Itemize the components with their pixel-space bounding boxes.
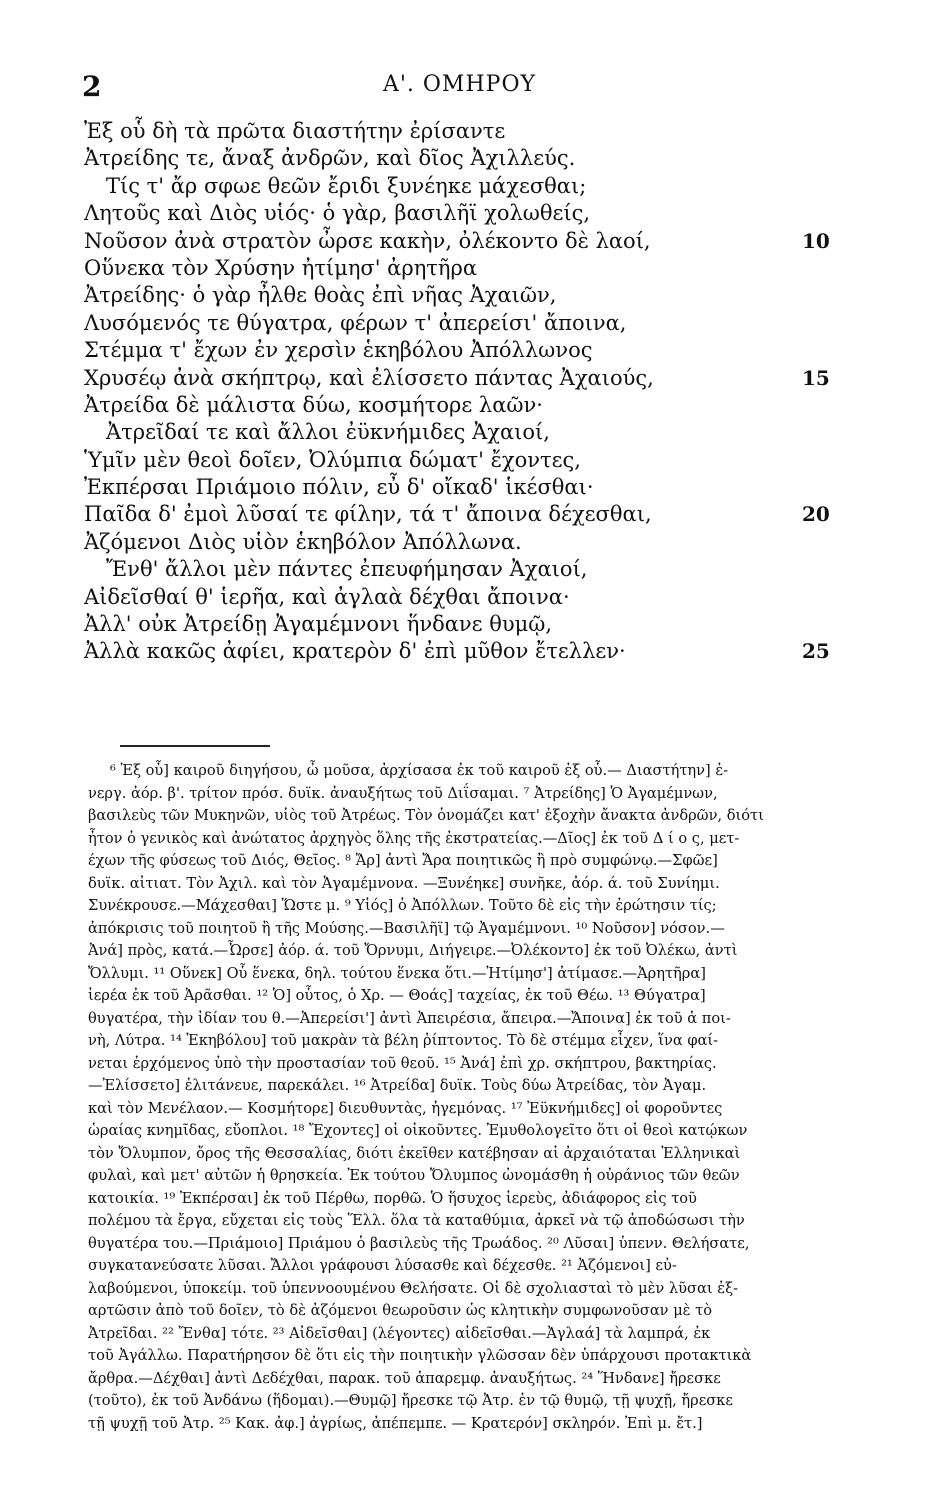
verse-line [84, 638, 844, 665]
footnote-line: Συνέκρουσε.—Μάχεσθαι] Ὥστε μ. ⁹ Υἱός] ὁ Ἀπόλλων. Τοῦτο δὲ εἰς τὴν ἐρώτησιν τίς; [88, 897, 717, 914]
verse-text: Οὕνεκα τὸν Χρύσην ἠτίμησ' ἀρητῆρα [84, 255, 478, 280]
footnote-line: πολέμου τὰ ἔργα, εὔχεται εἰς τοὺς Ἕλλ. ὅλα τὰ καταθύμια, ἀρκεῖ νὰ τῷ ἀποδώσωσι τὴν [88, 1212, 745, 1229]
verse-text: Ἀτρείδα δὲ μάλιστα δύω, κοσμήτορε λαῶν· [84, 392, 543, 417]
footnote-line: (τοῦτο), ἐκ τοῦ Ἀνδάνω (ἥδομαι).—Θυμῷ] ἤρεσκε τῷ Ἀτρ. ἐν τῷ θυμῷ, τῇ ψυχῇ, ἤρεσκε [88, 1392, 733, 1409]
verse-text: Χρυσέῳ ἀνὰ σκήπτρῳ, καὶ ἐλίσσετο πάντας Ἀχαιούς, [84, 365, 654, 390]
footnote-line: έχων τῆς φύσεως τοῦ Διός, Θεῖος. ⁸ Ἄρ] ἀντὶ Ἄρα ποιητικῶς ἢ πρὸ συμφώνῳ.—Σφῶε] [88, 852, 718, 869]
verse-line [84, 501, 844, 528]
line-number: 15 [802, 365, 830, 390]
footnote-line: Ὄλλυμι. ¹¹ Οὕνεκ] Οὗ ἕνεκα, δηλ. τούτου ἕνεκα ὅτι.—Ἠτίμησ'] ἀτίμασε.—Ἀρητῆρα] [88, 964, 706, 982]
verse-line [84, 173, 844, 200]
verse-block [84, 118, 844, 666]
footnote-line: τῇ ψυχῇ τοῦ Ἀτρ. ²⁵ Κακ. ἀφ.] ἀγρίως, ἀπέπεμπε. — Κρατερόν] σκληρόν. Ἐπὶ μ. ἔτ.] [88, 1414, 703, 1432]
footnote-line: ⁶ Ἐξ οὗ] καιροῦ διηγήσου, ὦ μοῦσα, ἀρχίσασα ἐκ τοῦ καιροῦ ἐξ οὗ.— Διαστήτην] ἐ- [110, 762, 729, 779]
verse-text: Ἐξ οὗ δὴ τὰ πρῶτα διαστήτην ἐρίσαντε [84, 119, 506, 143]
verse-text: Παῖδα δ' ἐμοὶ λῦσαί τε φίλην, τά τ' ἄποινα δέχεσθαι, [84, 502, 652, 527]
verse-text: Νοῦσον ἀνὰ στρατὸν ὦρσε κακὴν, ὀλέκοντο δὲ λαοί, [84, 228, 651, 253]
verse-line [84, 118, 844, 145]
page-number: 2 [82, 70, 102, 103]
footnote-line: ἄρθρα.—Δέχθαι] ἀντὶ Δεδέχθαι, παρακ. τοῦ ἀπαρεμφ. ἀναυξήτως. ²⁴ Ἥνδανε] ἤρεσκε [88, 1369, 721, 1387]
footnote-line: Ἀνά] πρὸς, κατά.—Ὦρσε] ἀόρ. ά. τοῦ Ὄρνυμι, Διήγειρε.—Ὀλέκοντο] ἐκ τοῦ Ὀλέκω, ἀντὶ [88, 942, 738, 959]
verse-line [84, 584, 844, 611]
verse-text: Ἀλλ' οὐκ Ἀτρείδῃ Ἀγαμέμνονι ἥνδανε θυμῷ, [84, 612, 553, 637]
verse-text: Ἔνθ' ἄλλοι μὲν πάντες ἐπευφήμησαν Ἀχαιοί, [106, 557, 588, 582]
footnote-line: συγκατανεύσατε λῦσαι. Ἄλλοι γράφουσι λύσασθε καὶ δέχεσθε. ²¹ Ἀζόμενοι] εὐ- [88, 1257, 677, 1274]
running-title: Α'. ΟΜΗΡΟΥ [382, 72, 537, 97]
verse-line [84, 419, 844, 446]
footnote-line: καὶ τὸν Μενέλαον.— Κοσμήτορε] διευθυντὰς, ἡγεμόνας. ¹⁷ Ἐϋκνήμιδες] οἱ φοροῦντες [88, 1099, 723, 1117]
verse-text: Ἀτρείδης τε, ἄναξ ἀνδρῶν, καὶ δῖος Ἀχιλλεύς. [84, 146, 576, 171]
line-number: 10 [802, 228, 830, 253]
verse-line [84, 145, 844, 172]
footnote-line: ἱερέα ἐκ τοῦ Ἀρᾶσθαι. ¹² Ὁ] οὗτος, ὁ Χρ. — Θοάς] ταχείας, ἐκ τοῦ Θέω. ¹³ Θύγατρα] [88, 987, 706, 1004]
verse-line [84, 337, 844, 364]
footnote-line: νεται ἐρχόμενος ὑπὸ τὴν προστασίαν τοῦ θεοῦ. ¹⁵ Ἀνά] ἐπὶ χρ. σκήπτρου, βακτηρίας. [88, 1054, 717, 1072]
verse-text: Στέμμα τ' ἔχων ἐν χερσὶν ἑκηβόλου Ἀπόλλωνος [84, 338, 593, 363]
footnote-line: θυγατέρα του.—Πριάμοιο] Πριάμου ὁ βασιλεὺς τῆς Τρωάδος. ²⁰ Λῦσαι] ὑπενν. Θελήσατε, [88, 1234, 750, 1252]
verse-line [84, 447, 844, 474]
verse-text: Λυσόμενός τε θύγατρα, φέρων τ' ἀπερείσι' ἄποινα, [84, 310, 627, 335]
verse-line [84, 255, 844, 282]
footnote-line: νεργ. ἀόρ. β'. τρίτον πρόσ. δυϊκ. ἀναυξήτως τοῦ Διΐσαμαι. ⁷ Ἀτρείδης] Ὁ Ἀγαμέμνων, [88, 784, 718, 802]
footnotes-block [88, 760, 840, 1435]
line-number: 20 [802, 502, 830, 527]
footnote-line: δυϊκ. αἰτιατ. Τὸν Ἀχιλ. καὶ τὸν Ἀγαμέμνονα. —Ξυνέηκε] συνῆκε, ἀόρ. ά. τοῦ Συνίημι. [88, 874, 720, 892]
verse-text: Τίς τ' ἄρ σφωε θεῶν ἔριδι ξυνέηκε μάχεσθαι; [106, 173, 587, 198]
footnote-line: —Ἐλίσσετο] ἐλιτάνευε, παρεκάλει. ¹⁶ Ἀτρείδα] δυϊκ. Τοὺς δύω Ἀτρείδας, τὸν Ἀγαμ. [88, 1077, 707, 1094]
footnote-line: ἀπόκρισις τοῦ ποιητοῦ ἢ τῆς Μούσης.—Βασιλῆϊ] τῷ Ἀγαμέμνονι. ¹⁰ Νοῦσον] νόσον.— [88, 919, 725, 937]
page-header [82, 70, 837, 106]
verse-line [84, 282, 844, 309]
verse-line [84, 474, 844, 501]
footnote-line: θυγατέρα, τὴν ἰδίαν του θ.—Ἀπερείσι'] ἀντὶ Ἀπειρέσια, ἄπειρα.—Ἄποινα] ἐκ τοῦ ἀ ποι- [88, 1009, 731, 1027]
verse-line [84, 365, 844, 392]
verse-line [84, 392, 844, 419]
footnote-line: κατοικία. ¹⁹ Ἐκπέρσαι] ἐκ τοῦ Πέρθω, πορθῶ. Ὁ ἥσυχος ἱερεὺς, ἀδιάφορος εἰς τοῦ [88, 1189, 697, 1207]
verse-line [84, 228, 844, 255]
footnote-line: Ἀτρεῖδαι. ²² Ἔνθα] τότε. ²³ Αἰδεῖσθαι] (λέγοντες) αἰδεῖσθαι.—Ἀγλαά] τὰ λαμπρά, ἐκ [88, 1324, 711, 1342]
footnote-line: λαβούμενοι, ὑποκείμ. τοῦ ὑπεννοουμένου Θελήσατε. Οἱ δὲ σχολιασταὶ τὸ μὲν λῦσαι ἐξ- [88, 1279, 739, 1297]
verse-text: Αἰδεῖσθαί θ' ἱερῆα, καὶ ἀγλαὰ δέχθαι ἄποινα· [84, 584, 570, 609]
verse-text: Ὑμῖν μὲν θεοὶ δοῖεν, Ὀλύμπια δώματ' ἔχοντες, [84, 447, 581, 472]
footnote-line: ἦτον ὁ γενικὸς καὶ ἀνώτατος ἀρχηγὸς ὅλης τῆς ἐκστρατείας.—Δῖος] ἐκ τοῦ Δ ί ο ς, μετ- [88, 829, 740, 847]
footnote-line: τοῦ Ἀγάλλω. Παρατήρησον δὲ ὅτι εἰς τὴν ποιητικὴν γλῶσσαν δὲν ὑπάρχουσι προτακτικὰ [88, 1347, 752, 1364]
footnote-line: φυλαὶ, καὶ μετ' αὐτῶν ἡ θρησκεία. Ἐκ τούτου Ὄλυμπος ὠνομάσθη ἡ οὐράνιος τῶν θεῶν [88, 1167, 740, 1184]
verse-text: Λητοῦς καὶ Διὸς υἱός· ὁ γὰρ, βασιλῆϊ χολωθείς, [84, 201, 591, 226]
verse-text: Ἀτρείδης· ὁ γὰρ ἦλθε θοὰς ἐπὶ νῆας Ἀχαιῶν, [84, 283, 557, 308]
verse-text: Ἐκπέρσαι Πριάμοιο πόλιν, εὖ δ' οἴκαδ' ἱκέσθαι· [84, 475, 594, 500]
verse-text: Ἀζόμενοι Διὸς υἱὸν ἑκηβόλον Ἀπόλλωνα. [84, 529, 522, 554]
verse-line [84, 556, 844, 583]
footnote-line: αρτῶσιν ἀπὸ τοῦ δοῖεν, τὸ δὲ ἀζόμενοι θεωροῦσιν ὡς κλητικὴν συμφωνοῦσαν μὲ τὸ [88, 1302, 713, 1319]
verse-line [84, 529, 844, 556]
verse-line [84, 200, 844, 227]
footnote-line: νὴ, Λύτρα. ¹⁴ Ἑκηβόλου] τοῦ μακρὰν τὰ βέλη ῥίπτοντος. Τὸ δὲ στέμμα εἶχεν, ἵνα φαί- [88, 1032, 719, 1049]
footnote-line: ὡραίας κνημῖδας, εὔοπλοι. ¹⁸ Ἔχοντες] οἱ οἰκοῦντες. Ἐμυθολογεῖτο ὅτι οἱ θεοὶ κατῴκων [88, 1122, 748, 1139]
footnote-line: τὸν Ὄλυμπον, ὄρος τῆς Θεσσαλίας, διότι ἐκεῖθεν κατέβησαν αἱ ἀρχαιόταται Ἑλληνικαὶ [88, 1144, 741, 1162]
verse-line [84, 611, 844, 638]
footnote-line: βασιλεὺς τῶν Μυκηνῶν, υἱὸς τοῦ Ἀτρέως. Τὸν ὀνομάζει κατ' ἐξοχὴν ἄνακτα ἀνδρῶν, διότι [88, 807, 764, 824]
verse-text: Ἀτρεῖδαί τε καὶ ἄλλοι ἐϋκνήμιδες Ἀχαιοί, [106, 420, 550, 445]
line-number: 25 [802, 639, 830, 664]
verse-line [84, 310, 844, 337]
footnote-divider [120, 745, 270, 747]
verse-text: Ἀλλὰ κακῶς ἀφίει, κρατερὸν δ' ἐπὶ μῦθον ἔτελλεν· [84, 639, 626, 664]
